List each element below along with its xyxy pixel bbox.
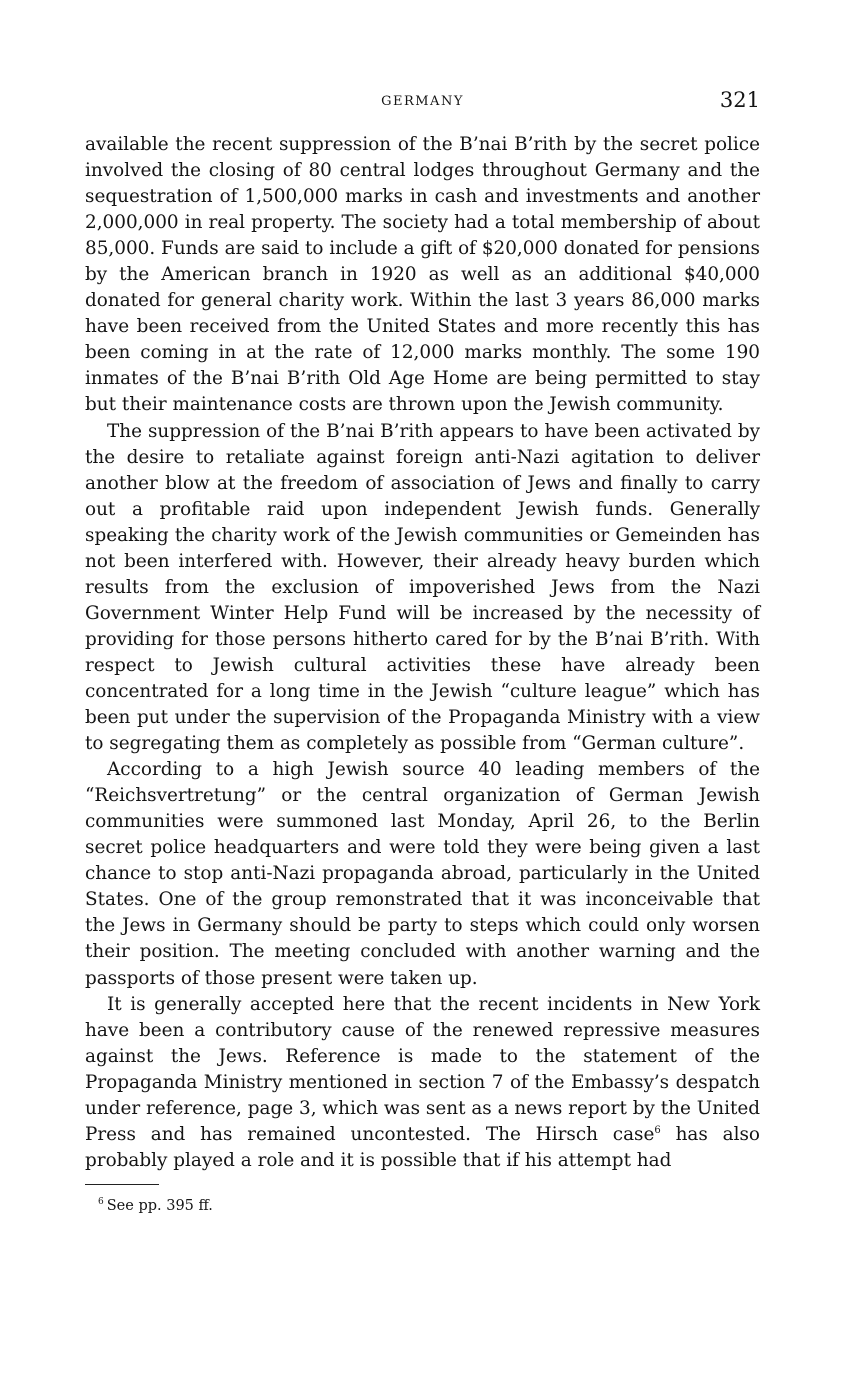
footnote-mark: 6 xyxy=(98,1196,104,1207)
footnote-divider xyxy=(85,1184,159,1185)
paragraph xyxy=(85,992,760,1174)
document-page xyxy=(85,88,760,1214)
paragraph: The suppression of the B’nai B’rith appears to have been activated by the desire to retaliate against foreign anti-Nazi agitation to deliver another blow at the freedom of association of Jews and finally to carry out a profitable raid upon independent Jewish funds. Generally speaking the charity work of the Jewish communities or Gemeinden has not been interfered with. However, their already heavy burden which results from the exclusion of impoverished Jews from the Nazi Government Winter Help Fund will be increased by the necessity of providing for those persons hitherto cared for by the B’nai B’rith. With respect to Jewish cultural activities these have already been concentrated for a long time in the Jewish “culture league” which has been put under the supervision of the Propaganda Ministry with a view to segregating them as completely as possible from “German culture”. xyxy=(85,420,760,755)
paragraph: According to a high Jewish source 40 leading members of the “Reichsvertretung” or the central organization of German Jewish communities were summoned last Monday, April 26, to the Berlin secret police headquarters and were told they were being given a last chance to stop anti-Nazi propaganda abroad, particularly in the United States. One of the group remonstrated that it was inconceivable that the Jews in Germany should be party to steps which could only worsen their position. The meeting concluded with another warning and the passports of those present were taken up. xyxy=(85,759,760,989)
paragraph-text: It is generally accepted here that the recent incidents in New York have been a contributory cause of the renewed repressive measures against the Jews. Reference is made to the statement of the Propaganda Ministry mentioned in section 7 of the Embassy’s despatch under reference, page 3, which was sent as a news report by the United Press and has remained uncontested. The Hirsch case xyxy=(85,993,760,1145)
page-number: 321 xyxy=(719,88,760,112)
paragraph-text: has also probably played a role and it is possible that if his attempt had xyxy=(85,1123,761,1171)
running-title: GERMANY xyxy=(381,94,464,109)
footnote-reference: 6 xyxy=(654,1124,661,1136)
footnote-text: See pp. 395 ff. xyxy=(106,1197,213,1214)
running-head xyxy=(85,88,760,118)
body-text xyxy=(85,132,760,1174)
paragraph: available the recent suppression of the B’nai B’rith by the secret police involved the closing of 80 central lodges throughout Germany and the sequestration of 1,500,000 marks in cash and investments and another 2,000,000 in real property. The society had a total membership of about 85,000. Funds are said to include a gift of $20,000 donated for pensions by the American branch in 1920 as well as an additional $40,000 donated for general charity work. Within the last 3 years 86,000 marks have been received from the United States and more recently this has been coming in at the rate of 12,000 marks monthly. The some 190 inmates of the B’nai B’rith Old Age Home are being permitted to stay but their maintenance costs are thrown upon the Jewish community. xyxy=(85,134,760,416)
footnote xyxy=(85,1198,760,1214)
